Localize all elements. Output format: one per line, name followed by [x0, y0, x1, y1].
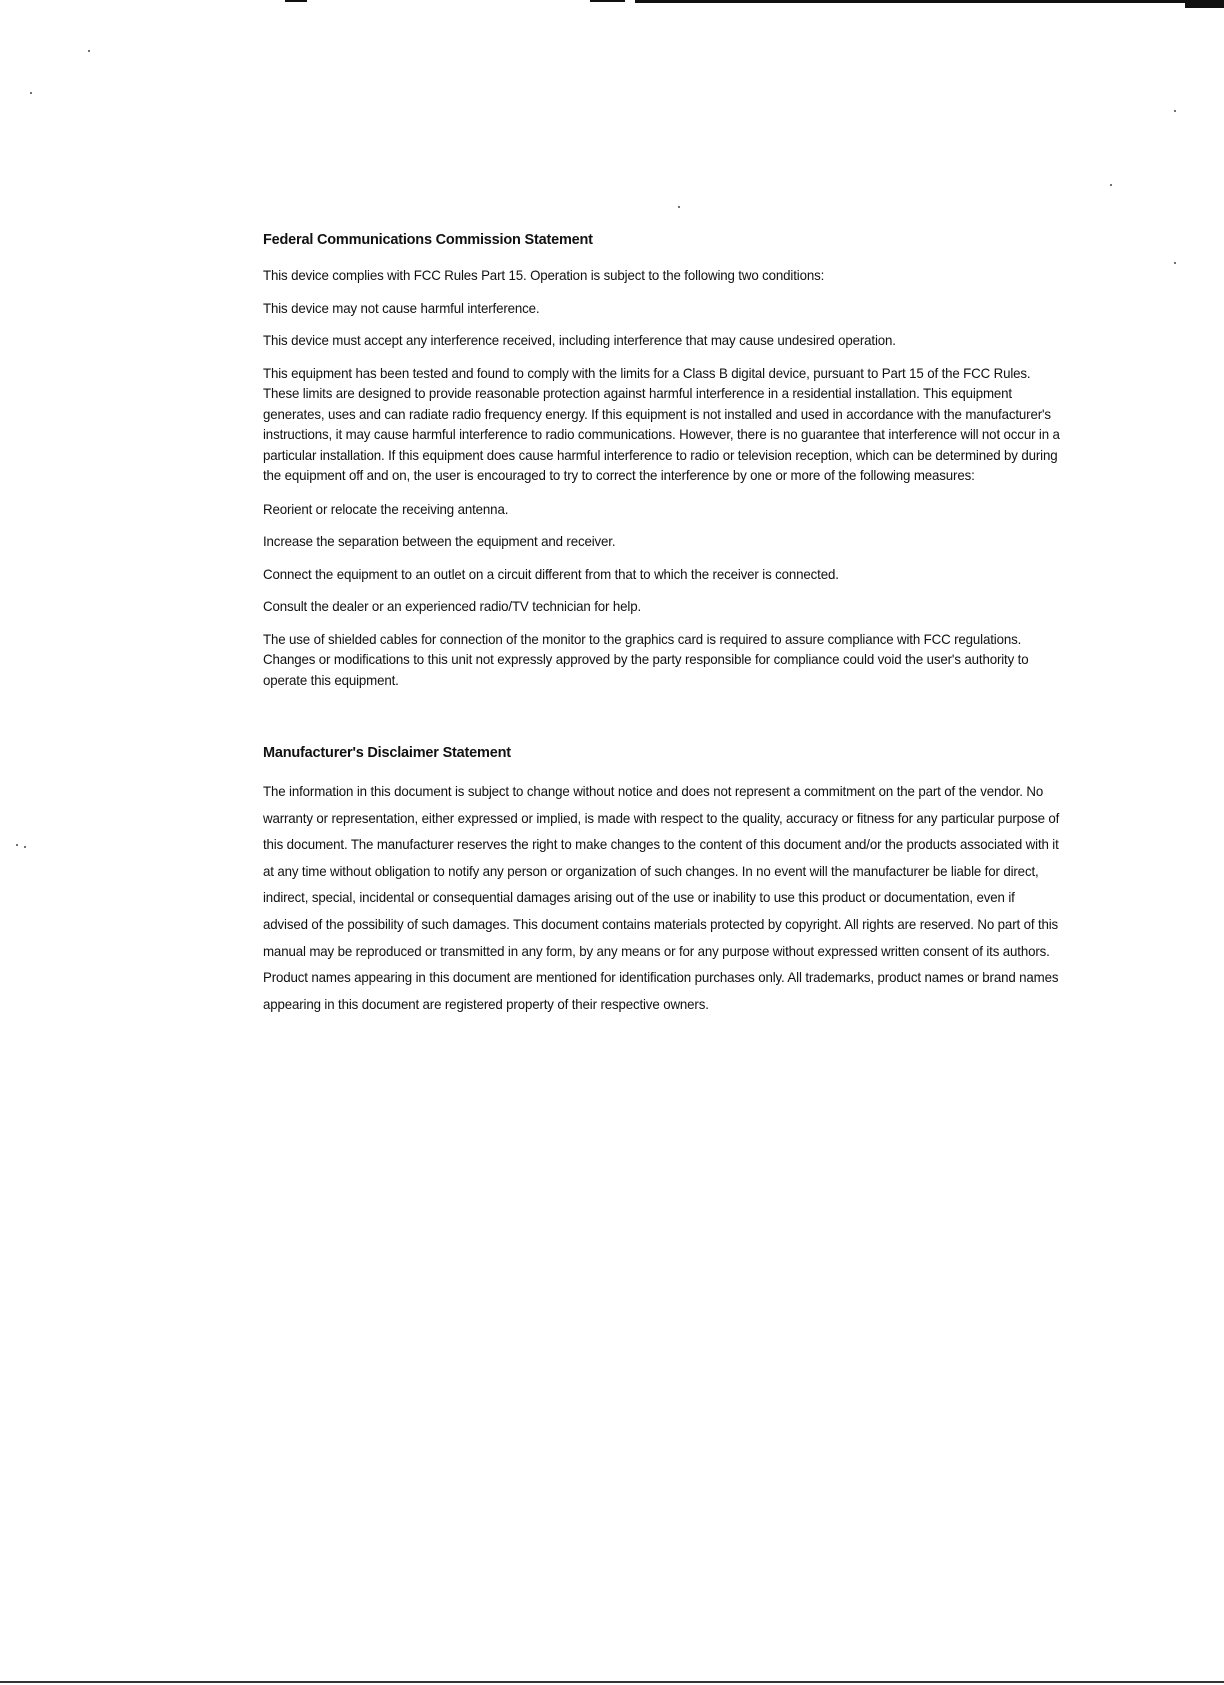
scan-speck [24, 846, 26, 848]
scan-speck [1110, 184, 1112, 186]
fcc-statement-section [263, 232, 1063, 690]
fcc-paragraph: Connect the equipment to an outlet on a circuit different from that to which the receiver is connected. [263, 565, 839, 582]
scan-border-top [1185, 3, 1224, 8]
fcc-paragraph: Reorient or relocate the receiving antenna. [263, 500, 509, 517]
fcc-paragraph: Consult the dealer or an experienced radio/TV technician for help. [263, 598, 642, 614]
disclaimer-heading: Manufacturer's Disclaimer Statement [263, 745, 511, 761]
fcc-paragraph: This device complies with FCC Rules Part 15. Operation is subject to the following two conditions: [263, 267, 825, 283]
disclaimer-paragraph: The information in this document is subject to change without notice and does not represent a commitment on the part of the vendor. No warranty or representation, either expressed or implied, is made with respect to the quality, accuracy or fitness for any particular purpose of this document. The manufacturer reserves the right to make changes to the content of this document and/or the products associated with it at any time without obligation to notify any person or organization of such changes. In no event will the manufacturer be liable for direct, indirect, special, incidental or consequential damages arising out of the use or inability to use this product or documentation, even if advised of the possibility of such damages. This document contains materials protected by copyright. All rights are reserved. No part of this manual may be reproduced or transmitted in any form, by any means or for any purpose without expressed written consent of its authors. Product names appearing in this document are mentioned for identification purchases only. All trademarks, product names or brand names appearing in this document are registered property of their respective owners. [263, 783, 1060, 1012]
scan-speck [16, 844, 18, 846]
scan-border-bottom [0, 1681, 1224, 1683]
scan-speck [30, 92, 32, 94]
fcc-statement-heading: Federal Communications Commission Statement [263, 232, 593, 248]
scan-speck [1174, 110, 1176, 112]
scan-border-top [635, 0, 1224, 3]
document-body [263, 232, 1063, 1017]
fcc-paragraph: Increase the separation between the equipment and receiver. [263, 533, 616, 549]
disclaimer-section [263, 745, 1063, 1017]
scan-speck [1174, 262, 1176, 264]
scan-border-top [590, 0, 625, 2]
fcc-paragraph: This device must accept any interference received, including interference that may cause undesired operation. [263, 332, 896, 348]
scan-border-top [285, 0, 307, 2]
fcc-paragraph: This equipment has been tested and found to comply with the limits for a Class B digital device, pursuant to Part 15 of the FCC Rules. These limits are designed to provide reasonable protection against harmful interference in a residential installation. This equipment generates, uses and can radiate radio frequency energy. If this equipment is not installed and used in accordance with the manufacturer's instructions, it may cause harmful interference to radio communications. However, there is no guarantee that interference will not occur in a particular installation. If this equipment does cause harmful interference to radio or television reception, which can be determined by during the equipment off and on, the user is encouraged to try to correct the interference by one or more of the following measures: [263, 364, 1060, 483]
fcc-paragraph: The use of shielded cables for connection of the monitor to the graphics card is required to assure compliance with FCC regulations. Changes or modifications to this unit not expressly approved by the party responsible for compliance could void the user's authority to operate this equipment. [263, 630, 1029, 688]
scan-speck [678, 206, 680, 208]
scan-speck [88, 50, 90, 52]
fcc-paragraph: This device may not cause harmful interference. [263, 299, 540, 316]
